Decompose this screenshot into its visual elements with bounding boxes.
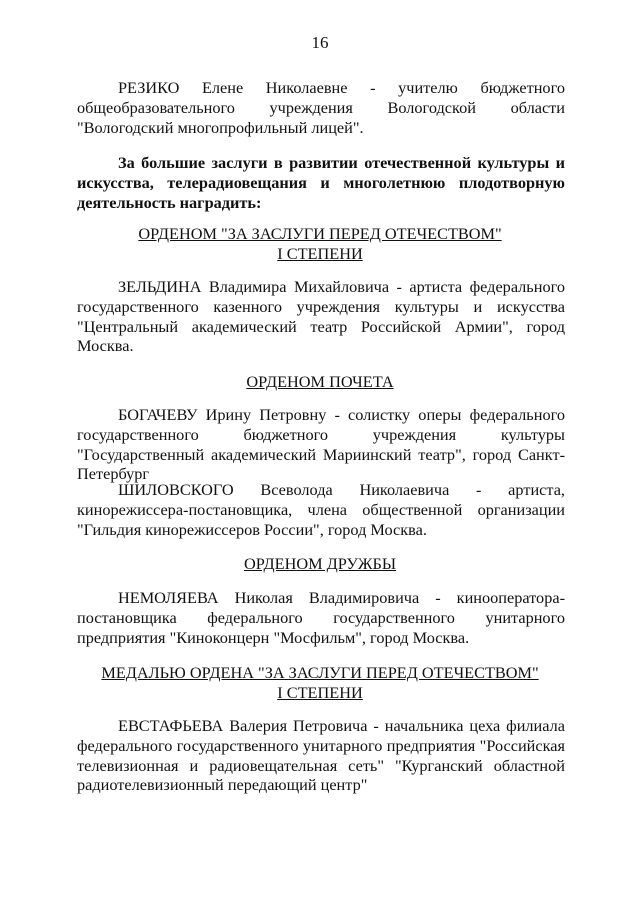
award-paragraph-rezyko: РЕЗИКО Елене Николаевне - учителю бюджетного общеобразовательного учреждения Вологодской области "Вологодский многопрофильный лицей". — [77, 78, 565, 137]
award-paragraph-evstafiev: ЕВСТАФЬЕВА Валерия Петровича - начальника цеха филиала федерального государственного унитарного предприятия "Российская телевизионная и радиовещательная сеть" "Курганский областной радиотелевизионный передающий центр" — [77, 716, 565, 795]
award-paragraph-zeldin: ЗЕЛЬДИНА Владимира Михайловича - артиста федерального государственного казенного учреждения культуры и искусства "Центральный академический театр Российской Армии", город Москва. — [77, 277, 565, 356]
heading-medal-merit-line2: I СТЕПЕНИ — [277, 682, 363, 702]
heading-order-merit — [60, 224, 580, 264]
heading-medal-merit-line1: МЕДАЛЬЮ ОРДЕНА "ЗА ЗАСЛУГИ ПЕРЕД ОТЕЧЕСТВОМ" — [101, 663, 539, 682]
heading-order-friendship — [60, 554, 580, 574]
heading-order-friendship-text: ОРДЕНОМ ДРУЖБЫ — [243, 554, 397, 573]
heading-order-honor-text: ОРДЕНОМ ПОЧЕТА — [246, 372, 394, 391]
page-number: 16 — [311, 33, 329, 52]
heading-order-merit-line2: I СТЕПЕНИ — [277, 243, 363, 263]
award-paragraph-shilovsky: ШИЛОВСКОГО Всеволода Николаевича - артиста, кинорежиссера-постановщика, члена общественной организации "Гильдия кинорежиссеров России", город Москва. — [77, 480, 565, 539]
heading-order-merit-line1: ОРДЕНОМ "ЗА ЗАСЛУГИ ПЕРЕД ОТЕЧЕСТВОМ" — [138, 224, 502, 243]
award-paragraph-nemolyaev: НЕМОЛЯЕВА Николая Владимировича - кинооператора-постановщика федерального государственного унитарного предприятия "Киноконцерн "Мосфильм", город Москва. — [77, 588, 565, 647]
award-paragraph-bogacheva: БОГАЧЕВУ Ирину Петровну - солистку оперы федерального государственного бюджетного учреждения культуры "Государственный академический Мариинский театр", город Санкт-Петербург — [77, 405, 565, 484]
heading-medal-merit — [60, 663, 580, 703]
decree-intro: За большие заслуги в развитии отечественной культуры и искусства, телерадиовещания и многолетнюю плодотворную деятельность наградить: — [77, 153, 565, 212]
heading-order-honor — [60, 372, 580, 392]
